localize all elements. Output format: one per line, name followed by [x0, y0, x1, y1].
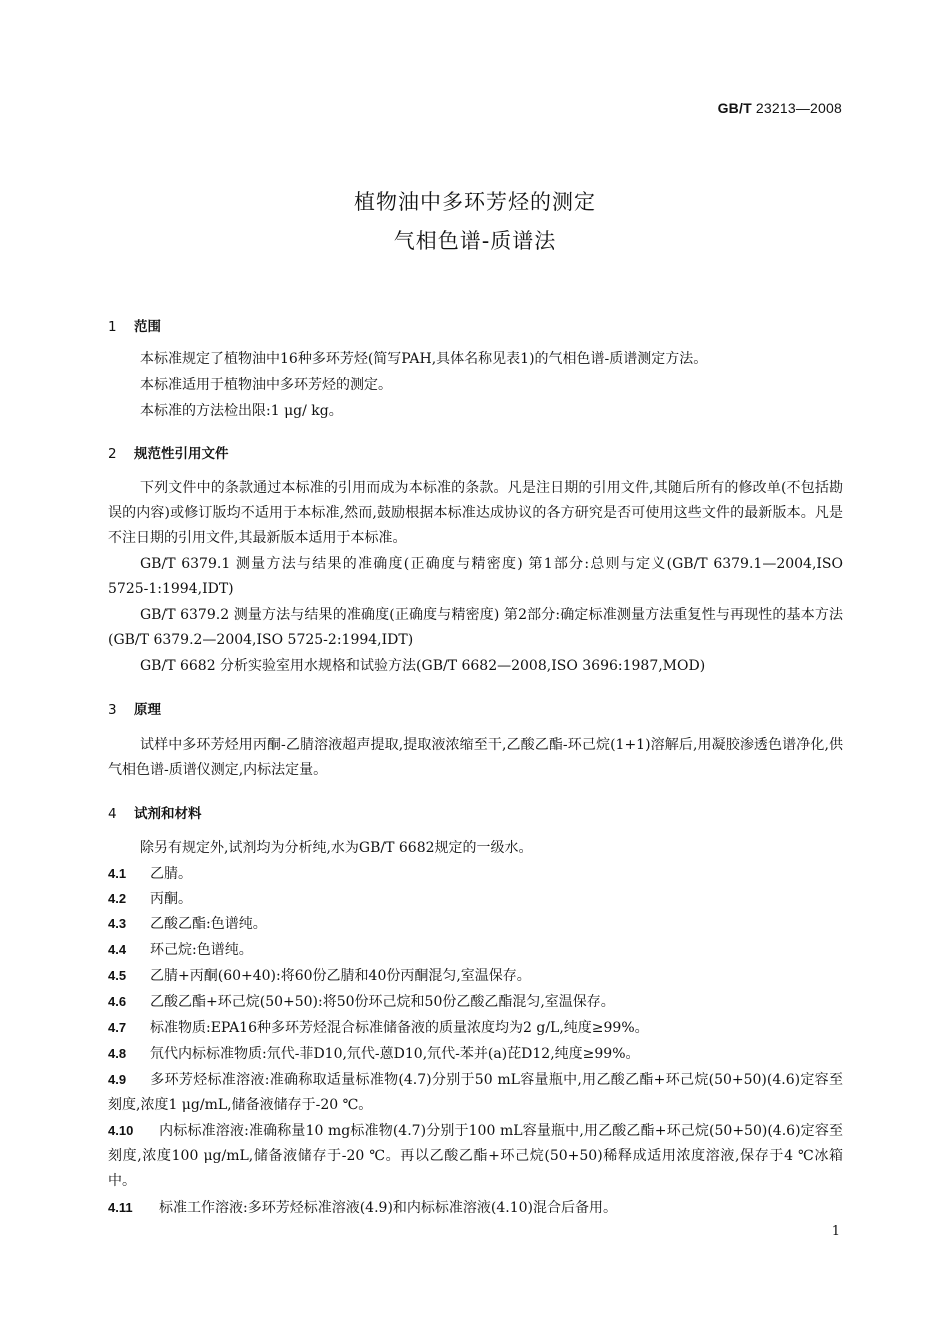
section-title: 原理: [134, 702, 161, 718]
paragraph: 本标准适用于植物油中多环芳烃的测定。: [140, 377, 392, 393]
reference-item: GB/T 6682 分析实验室用水规格和试验方法(GB/T 6682—2008,ISO 3696:1987,MOD): [140, 658, 706, 674]
section-title: 范围: [134, 319, 161, 335]
item-text: 内标标准溶液:准确称量10 mg标准物(4.7)分别于100 mL容量瓶中,用乙酸乙酯+环己烷(50+50)(4.6)定容至刻度,浓度100 μg/mL,储备液储存于-20 ℃。再以乙酸乙酯+环己烷(50+50)稀释成适用浓度溶液,保存于4 ℃冰箱中。: [108, 1123, 843, 1189]
document-title-line2: 气相色谱-质谱法: [393, 229, 557, 253]
list-item: [108, 861, 843, 887]
section-number: 2: [108, 446, 117, 462]
paragraph: 试样中多环芳烃用丙酮-乙腈溶液超声提取,提取液浓缩至干,乙酸乙酯-环己烷(1+1)溶解后,用凝胶渗透色谱净化,供气相色谱-质谱仪测定,内标法定量。: [108, 737, 843, 778]
item-number: 4.11: [108, 1200, 133, 1215]
section-number: 1: [108, 319, 117, 335]
item-number: 4.9: [108, 1072, 127, 1087]
list-item: [108, 911, 843, 937]
item-number: 4.7: [108, 1020, 127, 1035]
paragraph: 本标准规定了植物油中16种多环芳烃(简写PAH,具体名称见表1)的气相色谱-质谱测定方法。: [140, 351, 708, 367]
page-number: 1: [831, 1224, 840, 1239]
paragraph: 下列文件中的条款通过本标准的引用而成为本标准的条款。凡是注日期的引用文件,其随后所有的修改单(不包括勘误的内容)或修订版均不适用于本标准,然而,鼓励根据本标准达成协议的各方研究是否可使用这些文件的最新版本。凡是不注日期的引用文件,其最新版本适用于本标准。: [108, 480, 843, 546]
reference-item: GB/T 6379.1 测量方法与结果的准确度(正确度与精密度) 第1部分:总则与定义(GB/T 6379.1—2004,ISO 5725-1:1994,IDT): [108, 556, 843, 597]
section-title: 规范性引用文件: [134, 446, 229, 462]
standard-prefix: GB/T: [717, 100, 752, 116]
item-text: 乙腈+丙酮(60+40):将60份乙腈和40份丙酮混匀,室温保存。: [150, 968, 531, 984]
item-number: 4.1: [108, 866, 127, 881]
section-number: 3: [108, 702, 117, 718]
list-item: [108, 1041, 843, 1067]
section-1-heading: [108, 315, 161, 335]
section-title: 试剂和材料: [134, 806, 202, 822]
item-text: 乙酸乙酯+环己烷(50+50):将50份环己烷和50份乙酸乙酯混匀,室温保存。: [150, 994, 615, 1010]
item-number: 4.10: [108, 1123, 134, 1138]
standard-number: 23213—2008: [755, 100, 842, 116]
item-text: 乙腈。: [150, 866, 192, 882]
list-item: [108, 1067, 843, 1118]
item-number: 4.6: [108, 994, 127, 1009]
standard-code: [718, 100, 842, 116]
item-number: 4.8: [108, 1046, 127, 1061]
item-text: 乙酸乙酯:色谱纯。: [150, 916, 267, 932]
paragraph: 本标准的方法检出限:1 μg/ kg。: [140, 403, 343, 419]
item-number: 4.3: [108, 916, 127, 931]
list-item: [108, 937, 843, 963]
item-text: 标准工作溶液:多环芳烃标准溶液(4.9)和内标标准溶液(4.10)混合后备用。: [159, 1200, 617, 1216]
list-item: [108, 886, 843, 912]
section-3-heading: [108, 698, 161, 718]
item-number: 4.2: [108, 891, 127, 906]
list-item: [108, 963, 843, 989]
list-item: [108, 989, 843, 1015]
item-text: 多环芳烃标准溶液:准确称取适量标准物(4.7)分别于50 mL容量瓶中,用乙酸乙酯+环己烷(50+50)(4.6)定容至刻度,浓度1 μg/mL,储备液储存于-20 ℃。: [108, 1072, 843, 1113]
document-title-line1: 植物油中多环芳烃的测定: [354, 190, 596, 214]
section-4-heading: [108, 802, 202, 822]
item-text: 环己烷:色谱纯。: [150, 942, 253, 958]
item-text: 氘代内标标准物质:氘代-菲D10,氘代-蒽D10,氘代-苯并(a)芘D12,纯度≥99%。: [150, 1046, 640, 1062]
paragraph: 除另有规定外,试剂均为分析纯,水为GB/T 6682规定的一级水。: [140, 840, 533, 856]
list-item: [108, 1118, 843, 1194]
section-number: 4: [108, 806, 117, 822]
item-text: 丙酮。: [150, 891, 192, 907]
list-item: [108, 1195, 843, 1221]
item-number: 4.5: [108, 968, 127, 983]
reference-item: GB/T 6379.2 测量方法与结果的准确度(正确度与精密度) 第2部分:确定标准测量方法重复性与再现性的基本方法(GB/T 6379.2—2004,ISO 5725-2:1994,IDT): [108, 607, 843, 648]
list-item: [108, 1015, 843, 1041]
item-number: 4.4: [108, 942, 127, 957]
item-text: 标准物质:EPA16种多环芳烃混合标准储备液的质量浓度均为2 g/L,纯度≥99%。: [150, 1020, 649, 1036]
section-2-heading: [108, 442, 229, 462]
